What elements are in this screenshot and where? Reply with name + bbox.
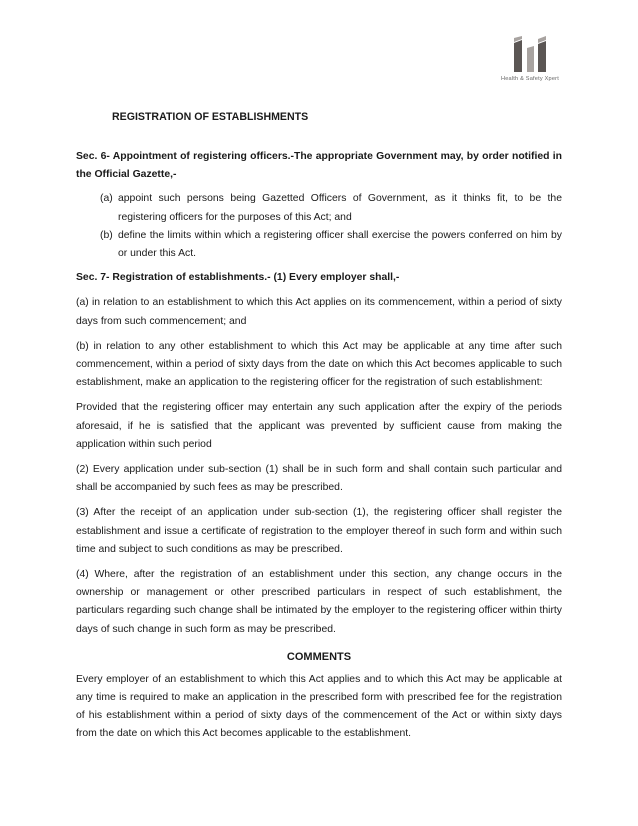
sec7-heading: Sec. 7- Registration of establishments.- (1) Every employer shall,-	[76, 272, 400, 284]
comments-body: Every employer of an establishment to which this Act applies and to which this Act may be applicable at any time is required to make an application in the prescribed form with prescribed fee for the registration of his establishment within a period of sixty days of the commencement of the Act or within sixty days from the date on which this Act becomes applicable to the establishment.	[76, 673, 562, 740]
paragraph: (2) Every application under sub-section (1) shall be in such form and shall contain such particular and shall be accompanied by such fees as may be prescribed.	[76, 464, 562, 494]
paragraph: (b) in relation to any other establishment to which this Act may be applicable at any time after such commencement, within a period of sixty days from the date on which this Act becomes applicable to such establishment, make an application to the registering officer for the registration of such establishment:	[76, 340, 562, 389]
paragraph: Provided that the registering officer may entertain any such application after the expiry of the periods aforesaid, if he is satisfied that the applicant was prevented by sufficient cause from making the application within such period	[76, 402, 562, 450]
paragraph: (4) Where, after the registration of an establishment under this section, any change occurs in the ownership or management or other prescribed particulars in respect of such establishment, the particulars regarding such change shall be intimated by the employer to the registering officer within thirty days of such change in such form as may be prescribed.	[76, 569, 562, 635]
comments-heading: COMMENTS	[286, 650, 352, 663]
document-title: REGISTRATION OF ESTABLISHMENTS	[112, 111, 309, 123]
list-text: define the limits within which a registering officer shall exercise the powers conferred on him by or under this Act.	[118, 229, 562, 260]
paragraph: (3) After the receipt of an application under sub-section (1), the registering officer shall register the establishment and issue a certificate of registration to the employer thereof in such form and within such time and subject to such conditions as may be prescribed.	[76, 507, 562, 555]
list-item	[100, 227, 562, 263]
sec6-heading: Sec. 6- Appointment of registering officers.-The appropriate Government may, by order notified in the Official Gazette,-	[76, 151, 562, 181]
company-logo	[480, 36, 580, 88]
paragraph: (a) in relation to an establishment to which this Act applies on its commencement, within a period of sixty days from such commencement; and	[76, 297, 562, 327]
list-marker: (a)	[100, 193, 113, 205]
document-content	[76, 108, 562, 744]
list-marker: (b)	[100, 229, 113, 241]
logo-text: Health & Safety Xpert	[501, 76, 559, 82]
sec6-list	[76, 190, 562, 263]
health-safety-xpert-logo-icon	[500, 36, 560, 74]
list-item	[100, 190, 562, 226]
list-text: appoint such persons being Gazetted Officers of Government, as it thinks fit, to be the registering officers for the purposes of this Act; and	[118, 193, 562, 223]
